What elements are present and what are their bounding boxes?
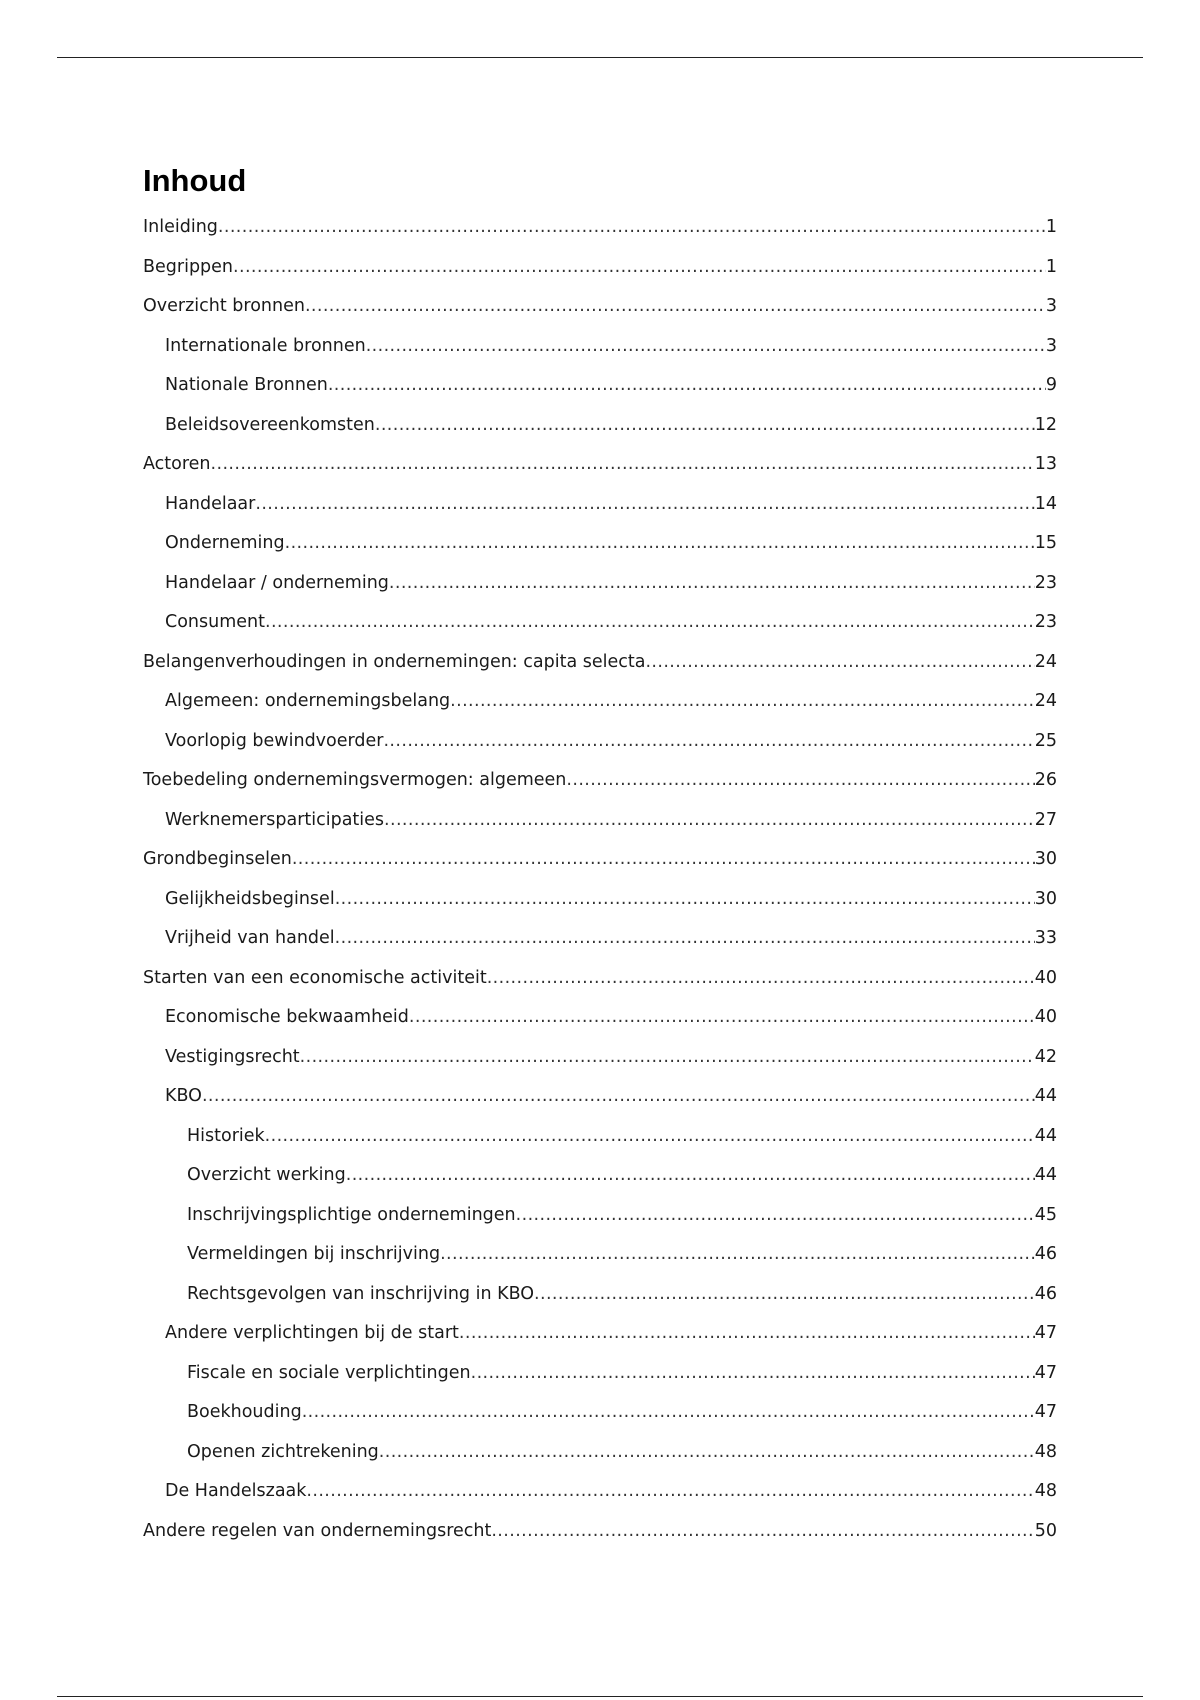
toc-dot-leader [440, 1235, 1035, 1275]
toc-entry-title[interactable]: Onderneming [165, 533, 285, 553]
toc-entry[interactable] [143, 959, 1057, 999]
toc-dot-leader [566, 761, 1034, 801]
toc-page-number[interactable]: 12 [1034, 414, 1057, 435]
toc-entry-title[interactable]: Gelijkheidsbeginsel [165, 888, 335, 909]
toc-page-number[interactable]: 48 [1034, 1481, 1057, 1501]
toc-entry[interactable] [143, 406, 1057, 446]
toc-dot-leader [459, 1314, 1035, 1354]
toc-dot-leader [202, 1077, 1035, 1117]
toc-dot-leader [265, 1117, 1035, 1157]
toc-dot-leader [487, 959, 1035, 999]
toc-entry[interactable] [143, 1393, 1057, 1433]
toc-page-number[interactable]: 25 [1034, 730, 1057, 751]
toc-entry[interactable] [143, 1077, 1057, 1117]
toc-entry-title[interactable]: Handelaar [165, 493, 256, 514]
toc-entry-title[interactable]: Werknemersparticipaties [165, 809, 385, 830]
toc-entry-title[interactable]: Algemeen: ondernemingsbelang [165, 691, 451, 711]
toc-entry[interactable] [143, 1354, 1057, 1394]
toc-dot-leader [211, 445, 1035, 485]
toc-dot-leader [233, 248, 1046, 288]
toc-entry[interactable] [143, 840, 1057, 880]
toc-page-number[interactable]: 26 [1034, 770, 1057, 790]
toc-entry-title[interactable]: Economische bekwaamheid [165, 1007, 409, 1027]
toc-entry[interactable] [143, 485, 1057, 525]
toc-page-number[interactable]: 23 [1034, 572, 1057, 593]
toc-entry[interactable] [143, 1235, 1057, 1275]
toc-page-number[interactable]: 47 [1034, 1362, 1057, 1383]
toc-entry[interactable] [143, 880, 1057, 920]
toc-dot-leader [292, 840, 1035, 880]
toc-dot-leader [409, 998, 1035, 1038]
toc-entry[interactable] [143, 1433, 1057, 1473]
toc-page-number[interactable]: 45 [1034, 1204, 1057, 1225]
toc-page-number[interactable]: 48 [1034, 1441, 1057, 1462]
toc-page-number[interactable]: 30 [1034, 888, 1057, 909]
toc-entry-title[interactable]: Voorlopig bewindvoerder [165, 730, 384, 751]
toc-page-number[interactable]: 30 [1034, 849, 1057, 869]
toc-entry-title[interactable]: Fiscale en sociale verplichtingen [187, 1362, 471, 1383]
toc-dot-leader [265, 603, 1035, 643]
toc-entry[interactable] [143, 643, 1057, 683]
toc-entry[interactable] [143, 1038, 1057, 1078]
toc-dot-leader [384, 801, 1035, 841]
toc-entry-title[interactable]: Inleiding [143, 217, 218, 237]
toc-entry[interactable] [143, 919, 1057, 959]
toc-entry-title[interactable]: Handelaar / onderneming [165, 572, 389, 593]
toc-page-number[interactable]: 9 [1045, 375, 1057, 395]
toc-page-number[interactable]: 40 [1034, 967, 1057, 988]
toc-entry[interactable] [143, 1156, 1057, 1196]
toc-page-number[interactable]: 13 [1034, 454, 1057, 474]
toc-dot-leader [471, 1354, 1035, 1394]
toc-entry[interactable] [143, 524, 1057, 564]
toc-entry[interactable] [143, 761, 1057, 801]
toc-dot-leader [328, 366, 1046, 406]
toc-entry-title[interactable]: Vermeldingen bij inschrijving [187, 1244, 441, 1264]
toc-entry-title[interactable]: Vrijheid van handel [165, 928, 335, 948]
toc-entry[interactable] [143, 327, 1057, 367]
toc-page-number[interactable]: 3 [1045, 296, 1057, 316]
toc-entry-title[interactable]: Belangenverhoudingen in ondernemingen: capita selecta [143, 651, 646, 672]
toc-entry-title[interactable]: Vestigingsrecht [165, 1046, 300, 1067]
toc-entry-title[interactable]: Starten van een economische activiteit [143, 967, 487, 988]
toc-entry[interactable] [143, 603, 1057, 643]
toc-page-number[interactable]: 27 [1034, 809, 1057, 830]
toc-entry-title[interactable]: Rechtsgevolgen van inschrijving in KBO [187, 1283, 535, 1304]
toc-page-number[interactable]: 44 [1034, 1165, 1057, 1185]
toc-entry-title[interactable]: Inschrijvingsplichtige ondernemingen [187, 1204, 516, 1225]
toc-entry-title[interactable]: Grondbeginselen [143, 849, 292, 869]
toc-entry[interactable] [143, 1117, 1057, 1157]
toc-entry-title[interactable]: Toebedeling ondernemingsvermogen: algemeen [143, 770, 567, 790]
toc-page-number[interactable]: 3 [1045, 335, 1057, 356]
toc-page-number[interactable]: 24 [1034, 691, 1057, 711]
header-rule [57, 57, 1143, 58]
toc-dot-leader [306, 1472, 1034, 1512]
toc-dot-leader [366, 327, 1046, 367]
toc-entry-title[interactable]: Overzicht werking [187, 1165, 346, 1185]
toc-entry-title[interactable]: Consument [165, 612, 265, 632]
toc-page-number[interactable]: 15 [1034, 533, 1057, 553]
toc-entry-title[interactable]: Begrippen [143, 256, 234, 277]
toc-entry-title[interactable]: Actoren [143, 454, 211, 474]
toc-entry-title[interactable]: Andere verplichtingen bij de start [165, 1323, 459, 1343]
toc-page-number[interactable]: 46 [1034, 1244, 1057, 1264]
toc-entry[interactable] [143, 682, 1057, 722]
toc-dot-leader [645, 643, 1034, 683]
toc-title: Inhoud [143, 163, 247, 198]
toc-dot-leader [516, 1196, 1035, 1236]
toc-dot-leader [335, 880, 1035, 920]
toc-page-number[interactable]: 47 [1034, 1323, 1057, 1343]
toc-entry-title[interactable]: Openen zichtrekening [187, 1441, 379, 1462]
toc-entry[interactable] [143, 1196, 1057, 1236]
toc-page-number[interactable]: 24 [1034, 651, 1057, 672]
toc-page-number[interactable]: 44 [1034, 1125, 1057, 1146]
toc-dot-leader [305, 287, 1046, 327]
toc-page-number[interactable]: 14 [1034, 493, 1057, 514]
toc-entry[interactable] [143, 366, 1057, 406]
toc-list [143, 208, 1057, 1551]
footer-rule [57, 1696, 1143, 1697]
toc-page-number[interactable]: 40 [1034, 1007, 1057, 1027]
toc-page-number[interactable]: 1 [1045, 217, 1057, 237]
toc-dot-leader [534, 1275, 1035, 1315]
toc-entry[interactable] [143, 722, 1057, 762]
toc-dot-leader [285, 524, 1035, 564]
toc-dot-leader [335, 919, 1035, 959]
toc-dot-leader [383, 722, 1034, 762]
toc-entry[interactable] [143, 208, 1057, 248]
toc-dot-leader [379, 1433, 1035, 1473]
toc-page-number[interactable]: 47 [1034, 1402, 1057, 1422]
toc-dot-leader [450, 682, 1035, 722]
toc-entry-title[interactable]: KBO [165, 1086, 202, 1106]
toc-dot-leader [389, 564, 1035, 604]
toc-entry[interactable] [143, 1275, 1057, 1315]
toc-page-number[interactable]: 46 [1034, 1283, 1057, 1304]
toc-page-number[interactable]: 1 [1045, 256, 1057, 277]
toc-entry[interactable] [143, 564, 1057, 604]
toc-entry-title[interactable]: De Handelszaak [165, 1481, 307, 1501]
toc-dot-leader [491, 1512, 1034, 1552]
toc-entry-title[interactable]: Beleidsovereenkomsten [165, 414, 375, 435]
toc-page-number[interactable]: 33 [1034, 928, 1057, 948]
toc-entry[interactable] [143, 1512, 1057, 1552]
toc-entry-title[interactable]: Historiek [187, 1125, 265, 1146]
toc-entry-title[interactable]: Internationale bronnen [165, 335, 366, 356]
toc-dot-leader [302, 1393, 1035, 1433]
toc-page-number[interactable]: 44 [1034, 1086, 1057, 1106]
toc-entry-title[interactable]: Nationale Bronnen [165, 375, 328, 395]
toc-entry-title[interactable]: Boekhouding [187, 1402, 302, 1422]
toc-entry[interactable] [143, 998, 1057, 1038]
toc-entry[interactable] [143, 801, 1057, 841]
toc-page-number[interactable]: 50 [1034, 1520, 1057, 1541]
toc-entry[interactable] [143, 445, 1057, 485]
toc-page-number[interactable]: 23 [1034, 612, 1057, 632]
toc-dot-leader [300, 1038, 1035, 1078]
table-of-contents [143, 160, 1057, 1551]
toc-entry-title[interactable]: Andere regelen van ondernemingsrecht [143, 1520, 492, 1541]
toc-dot-leader [255, 485, 1034, 525]
toc-dot-leader [375, 406, 1035, 446]
toc-entry[interactable] [143, 287, 1057, 327]
toc-entry[interactable] [143, 1472, 1057, 1512]
toc-entry-title[interactable]: Overzicht bronnen [143, 296, 305, 316]
toc-entry[interactable] [143, 1314, 1057, 1354]
toc-dot-leader [346, 1156, 1035, 1196]
toc-dot-leader [218, 208, 1046, 248]
toc-entry[interactable] [143, 248, 1057, 288]
toc-page-number[interactable]: 42 [1034, 1046, 1057, 1067]
